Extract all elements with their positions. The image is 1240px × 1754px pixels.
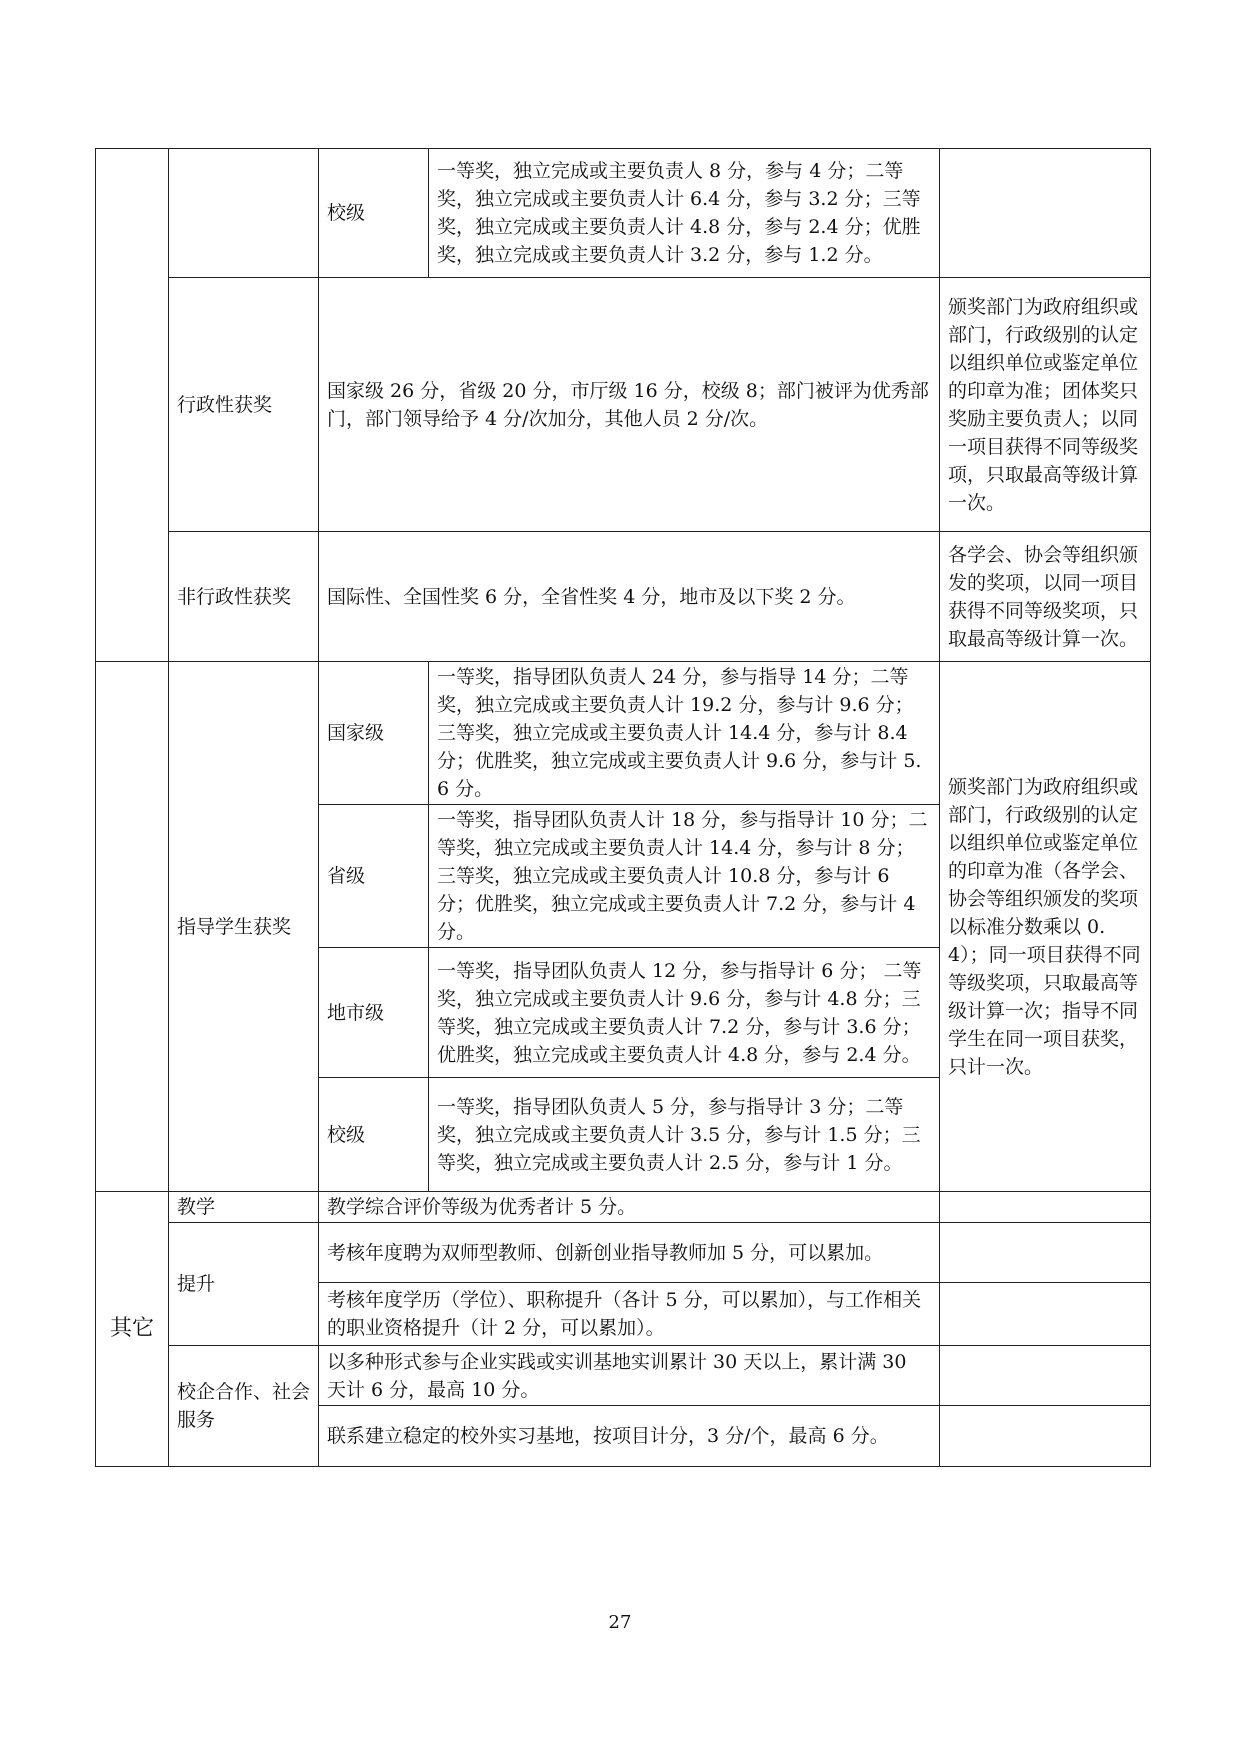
category-cell-empty (96, 662, 169, 1192)
item-cell-empty (169, 149, 319, 278)
rule-cell: 一等奖，指导团队负责人 5 分，参与指导计 3 分；二等奖，独立完成或主要负责人计 3.5 分，参与计 1.5 分；三等奖，独立完成或主要负责人计 2.5 分，参与计 1 分。 (429, 1078, 940, 1192)
item-name-cell: 校企合作、社会服务 (169, 1346, 319, 1467)
table-row (96, 278, 1151, 532)
table-row (96, 1346, 1151, 1406)
item-name-cell: 非行政性获奖 (169, 532, 319, 662)
table-row (96, 1223, 1151, 1283)
rule-cell: 教学综合评价等级为优秀者计 5 分。 (319, 1192, 940, 1223)
item-name-cell: 行政性获奖 (169, 278, 319, 532)
rule-cell: 联系建立稳定的校外实习基地，按项目计分，3 分/个，最高 6 分。 (319, 1406, 940, 1467)
rule-cell: 国家级 26 分，省级 20 分，市厅级 16 分，校级 8；部门被评为优秀部门，部门领导给予 4 分/次加分，其他人员 2 分/次。 (319, 278, 940, 532)
rule-cell: 一等奖，指导团队负责人 12 分，参与指导计 6 分； 二等奖，独立完成或主要负责人计 9.6 分，参与计 4.8 分；三等奖，独立完成或主要负责人计 7.2 分，参与计 3.6 分；优胜奖，独立完成或主要负责人计 4.8 分，参与 2.4 分。 (429, 948, 940, 1078)
rule-cell: 一等奖，指导团队负责人计 18 分，参与指导计 10 分；二等奖，独立完成或主要负责人计 14.4 分，参与计 8 分；三等奖，独立完成或主要负责人计 10.8 分，参与计 6 分；优胜奖，独立完成或主要负责人计 7.2 分，参与计 4 分。 (429, 805, 940, 948)
note-cell-empty (940, 1223, 1151, 1283)
note-cell: 颁奖部门为政府组织或部门，行政级别的认定以组织单位或鉴定单位的印章为准；团体奖只奖励主要负责人；以同一项目获得不同等级奖项，只取最高等级计算一次。 (940, 278, 1151, 532)
note-cell-empty (940, 1406, 1151, 1467)
rule-cell: 以多种形式参与企业实践或实训基地实训累计 30 天以上，累计满 30 天计 6 分，最高 10 分。 (319, 1346, 940, 1406)
rule-cell: 一等奖，独立完成或主要负责人 8 分，参与 4 分；二等奖，独立完成或主要负责人计 6.4 分，参与 3.2 分；三等奖，独立完成或主要负责人计 4.8 分，参与 2.4 分；优胜奖，独立完成或主要负责人计 3.2 分，参与 1.2 分。 (429, 149, 940, 278)
table-row (96, 532, 1151, 662)
item-name-cell: 教学 (169, 1192, 319, 1223)
item-name-cell: 指导学生获奖 (169, 662, 319, 1192)
rule-cell: 考核年度聘为双师型教师、创新创业指导教师加 5 分，可以累加。 (319, 1223, 940, 1283)
table-row (96, 1192, 1151, 1223)
rule-cell: 一等奖，指导团队负责人 24 分，参与指导 14 分；二等奖，独立完成或主要负责人计 19.2 分，参与计 9.6 分；三等奖，独立完成或主要负责人计 14.4 分，参与计 8.4 分；优胜奖，独立完成或主要负责人计 9.6 分，参与计 5.6 分。 (429, 662, 940, 805)
item-name-cell: 提升 (169, 1223, 319, 1346)
note-cell: 各学会、协会等组织颁发的奖项，以同一项目获得不同等级奖项，只取最高等级计算一次。 (940, 532, 1151, 662)
level-cell: 国家级 (319, 662, 429, 805)
level-cell: 校级 (319, 149, 429, 278)
category-cell-empty (96, 149, 169, 662)
note-cell-empty (940, 1192, 1151, 1223)
table-row (96, 662, 1151, 805)
note-cell-empty (940, 1346, 1151, 1406)
category-name-cell: 其它 (96, 1192, 169, 1467)
level-cell: 地市级 (319, 948, 429, 1078)
rule-cell: 考核年度学历（学位）、职称提升（各计 5 分，可以累加），与工作相关的职业资格提升（计 2 分，可以累加）。 (319, 1283, 940, 1346)
level-cell: 校级 (319, 1078, 429, 1192)
note-cell: 颁奖部门为政府组织或部门，行政级别的认定以组织单位或鉴定单位的印章为准（各学会、协会等组织颁发的奖项以标准分数乘以 0.4）；同一项目获得不同等级奖项，只取最高等级计算一次；指导不同学生在同一项目获奖，只计一次。 (940, 662, 1151, 1192)
rule-cell: 国际性、全国性奖 6 分，全省性奖 4 分，地市及以下奖 2 分。 (319, 532, 940, 662)
note-cell (940, 149, 1151, 278)
note-cell-empty (940, 1283, 1151, 1346)
page-number: 27 (608, 1612, 632, 1633)
level-cell: 省级 (319, 805, 429, 948)
scoring-table (95, 148, 1151, 1467)
table-row (96, 149, 1151, 278)
